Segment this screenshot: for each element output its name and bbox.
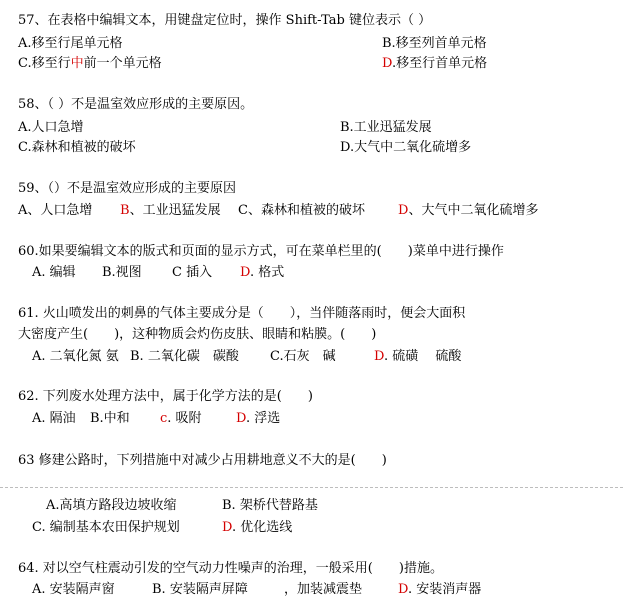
question-58-option-b: B.工业迅猛发展: [340, 120, 432, 135]
question-58-option-a: A.人口急增: [18, 120, 84, 135]
question-64-option-c: ，加装减震垫: [284, 582, 363, 597]
question-64-stem: 64. 对以空气柱震动引发的空气动力性噪声的治理，一般采用( )措施。: [18, 561, 443, 576]
question-62-option-d: D. 浮选: [236, 411, 281, 426]
question-59-option-a: A、人口急增: [18, 203, 93, 218]
question-61-stem: 61. 火山喷发出的刺鼻的气体主要成分是（ ），当伴随落雨时，便会大面积: [18, 306, 466, 321]
question-59-option-b: B、工业迅猛发展: [120, 203, 221, 218]
question-61-stem-continued: 大密度产生( )，这种物质会灼伤皮肤、眼睛和粘膜。( ): [18, 327, 377, 342]
page-break-divider: [0, 487, 623, 488]
question-57-option-b: B.移至列首单元格: [382, 36, 487, 51]
question-64-option-a: A. 安装隔声窗: [32, 582, 115, 597]
question-60-option-c: C 插入: [172, 265, 213, 280]
question-61-option-a: A. 二氧化氮 氨: [32, 349, 119, 364]
question-63-option-c: C. 编制基本农田保护规划: [32, 520, 180, 535]
question-60-stem: 60.如果要编辑文本的版式和页面的显示方式，可在菜单栏里的( )菜单中进行操作: [18, 244, 504, 259]
question-63-option-b: B. 架桥代替路基: [222, 498, 318, 513]
question-64-option-d: D. 安装消声器: [398, 582, 482, 597]
question-61-option-b: B. 二氧化碳 碳酸: [130, 349, 239, 364]
question-59-stem: 59、（）不是温室效应形成的主要原因: [18, 181, 237, 196]
question-57-option-c: C.移至行中前一个单元格: [18, 56, 162, 71]
question-63-option-d: D. 优化选线: [222, 520, 293, 535]
question-60-option-d: D. 格式: [240, 265, 285, 280]
question-58-option-d: D.大气中二氧化硫增多: [340, 140, 472, 155]
question-58-option-c: C.森林和植被的破坏: [18, 140, 136, 155]
question-62-option-b: B.中和: [90, 411, 130, 426]
question-57-option-a: A.移至行尾单元格: [18, 36, 123, 51]
question-62-stem: 62. 下列废水处理方法中，属于化学方法的是( ): [18, 389, 313, 404]
question-63-stem: 63 修建公路时，下列措施中对减少占用耕地意义不大的是( ): [18, 453, 387, 468]
question-59-option-c: C、森林和植被的破坏: [238, 203, 365, 218]
question-64-option-b: B. 安装隔声屏障: [152, 582, 248, 597]
question-58-stem: 58、（ ）不是温室效应形成的主要原因。: [18, 97, 254, 112]
question-60-option-a: A. 编辑: [32, 265, 76, 280]
question-62-option-a: A. 隔油: [32, 411, 76, 426]
question-61-option-d: D. 硫磺 硫酸: [374, 349, 462, 364]
question-63-option-a: A.高填方路段边坡收缩: [46, 498, 177, 513]
question-57-option-d: D.移至行首单元格: [382, 56, 488, 71]
question-57-stem: 57、在表格中编辑文本，用键盘定位时，操作 Shift-Tab 键位表示（ ）: [18, 13, 432, 28]
question-60-option-b: B.视图: [102, 265, 142, 280]
question-62-option-c: c. 吸附: [160, 411, 202, 426]
question-61-option-c: C.石灰 碱: [270, 349, 336, 364]
question-59-option-d: D、大气中二氧化硫增多: [398, 203, 539, 218]
